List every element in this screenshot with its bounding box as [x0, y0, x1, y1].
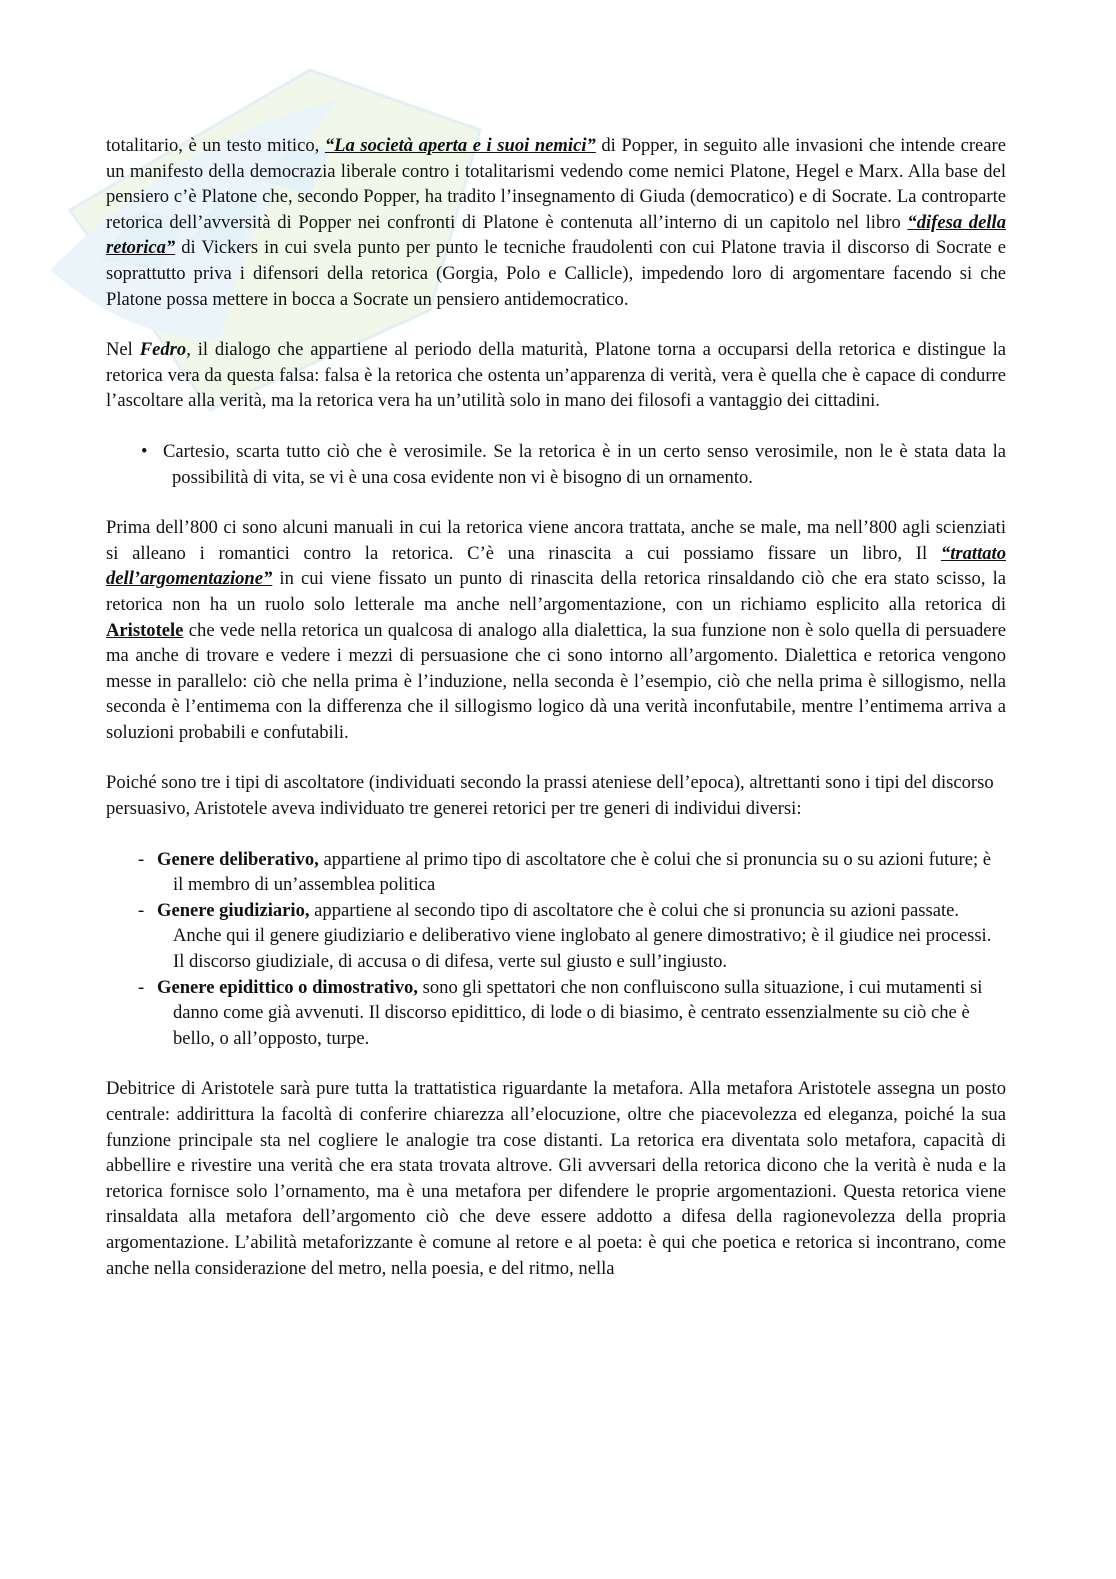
paragraph-ascoltatori: Poiché sono tre i tipi di ascoltatore (individuati secondo la prassi ateniese dell’epoca), altrettanti sono i tipi del discorso persuasivo, Aristotele aveva individuato tre generei retorici per tre generi di individui diversi:	[106, 772, 994, 820]
list-item: - Genere giudiziario, appartiene al secondo tipo di ascoltatore che è colui che si pronuncia su azioni passate. Anche qui il genere giudiziario e deliberativo viene inglobato al genere dimostrativo; è il giudice nei processi. Il discorso giudiziale, di accusa o di difesa, verte sul giusto e sull’ingiusto.	[138, 899, 992, 973]
document-body	[106, 133, 1006, 1306]
bullet-cartesio: • Cartesio, scarta tutto ciò che è verosimile. Se la retorica è in un certo senso verosimile, non le è stata data la possibilità di vita, se vi è una cosa evidente non vi è bisogno di un ornamento.	[141, 440, 1006, 488]
paragraph-trattato: Prima dell’800 ci sono alcuni manuali in cui la retorica viene ancora trattata, anche se male, ma nell’800 agli scienziati si alleano i romantici contro la retorica. C’è una rinascita a cui possiamo fissare un libro, Il “trattato dell’argomentazione” in cui viene fissato un punto di rinascita della retorica rinsaldando ciò che era stato scisso, la retorica non ha un ruolo solo letterale ma anche nell’argomentazione, con un richiamo esplicito alla retorica di Aristotele che vede nella retorica un qualcosa di analogo alla dialettica, la sua funzione non è solo quella di persuadere ma anche di trovare e vedere i mezzi di persuasione che ci sono intorno all’argomento. Dialettica e retorica vengono messe in parallelo: ciò che nella prima è l’induzione, nella seconda è l’esempio, ciò che nella prima è sillogismo, nella seconda è l’entimema con la differenza che il sillogismo logico dà una verità inconfutabile, mentre l’entimema arriva a soluzioni probabili e confutabili.	[106, 517, 1006, 743]
bullet-mark: •	[141, 440, 148, 462]
list-item: - Genere deliberativo, appartiene al primo tipo di ascoltatore che è colui che si pronuncia su o su azioni future; è il membro di un’assemblea politica	[138, 848, 992, 896]
work-title-fedro: Fedro	[139, 339, 187, 361]
paragraph-popper: totalitario, è un testo mitico, “La società aperta e i suoi nemici” di Popper, in seguito alle invasioni che intende creare un manifesto della democrazia liberale contro i totalitarismi vedendo come nemici Platone, Hegel e Marx. Alla base del pensiero c’è Platone che, secondo Popper, ha tradito l’insegnamento di Giuda (democratico) e di Socrate. La controparte retorica dell’avversità di Popper nei confronti di Platone è contenuta all’interno di un capitolo nel libro “difesa della retorica” di Vickers in cui svela punto per punto le tecniche fraudolenti con cui Platone travia il discorso di Socrate e soprattutto priva i difensori della retorica (Gorgia, Polo e Callicle), impedendo loro di argomentare facendo si che Platone possa mettere in bocca a Socrate un pensiero antidemocratico.	[106, 135, 1006, 310]
book-title-trattato-argomentazione: “trattato dell’argomentazione”	[106, 542, 1006, 590]
list-item: - Genere epidittico o dimostrativo, sono gli spettatori che non confluiscono sulla situazione, i cui mutamenti si danno come già avvenuti. Il discorso epidittico, di lode o di biasimo, è centrato essenzialmente su ciò che è bello, o all’opposto, turpe.	[138, 976, 983, 1049]
genres-list	[106, 847, 1006, 1052]
name-aristotele: Aristotele	[106, 619, 184, 641]
book-title-societa-aperta: “La società aperta e i suoi nemici”	[324, 135, 596, 156]
paragraph-metafora: Debitrice di Aristotele sarà pure tutta la trattatistica riguardante la metafora. Alla metafora Aristotele assegna un posto centrale: addirittura la facoltà di conferire chiarezza all’elocuzione, oltre che piacevolezza ed eleganza, poiché la sua funzione principale sta nel cogliere le analogie tra cose distanti. La retorica era diventata solo metafora, capacità di abbellire e rivestire una verità che era stata trovata altrove. Gli avversari della retorica dicono che la verità è nuda e la retorica fornisce solo l’ornamento, ma è una metafora per difendere le proprie argomentazioni. Questa retorica viene rinsaldata alla metafora dell’argomento ciò che deve essere addotto a difesa della ragionevolezza della propria argomentazione. L’abilità metaforizzante è comune al retore e al poeta: è qui che poetica e retorica si incontrano, come anche nella considerazione del metro, nella poesia, e del ritmo, nella	[106, 1078, 1006, 1279]
book-title-difesa-retorica: “difesa della retorica”	[106, 211, 1006, 259]
paragraph-fedro: Nel Fedro, il dialogo che appartiene al periodo della maturità, Platone torna a occuparsi della retorica e distingue la retorica vera da questa falsa: falsa è la retorica che ostenta un’apparenza di verità, vera è quella che è capace di condurre l’ascoltare alla verità, ma la retorica vera ha un’utilità solo in mano dei filosofi a vantaggio dei cittadini.	[106, 339, 1006, 412]
